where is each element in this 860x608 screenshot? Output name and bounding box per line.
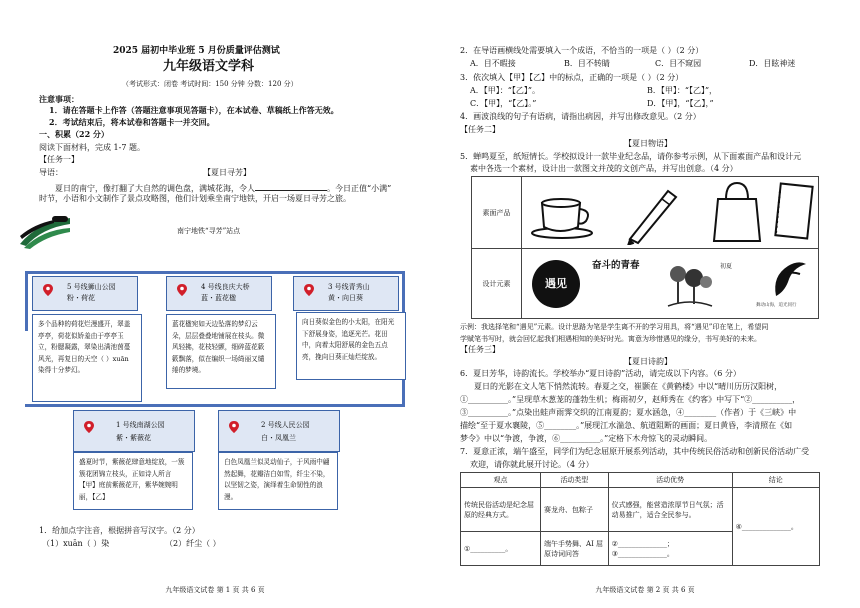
- question-4: 4．画波浪线的句子有语病，请指出病因，并写出修改意见。（2 分）: [460, 112, 701, 121]
- table-header: 活动类型: [541, 473, 609, 488]
- table-cell[interactable]: ②______________；③______________。: [608, 532, 732, 566]
- station-card-body: [73, 452, 193, 510]
- summer-calligraphy: 初夏: [720, 262, 733, 270]
- instruction: 阅读下面材料，完成 1-7 题。: [39, 143, 145, 152]
- page-2-footer: 九年级语文试卷 第 2 页 共 6 页: [595, 586, 695, 594]
- guide-title: 【夏日寻芳】: [203, 168, 251, 177]
- q6-line-4[interactable]: 描绘“至于夏水襄陵，⑤________。”展现江水湍急、航道阻断的画面；夏日黄昏，李清照在《如: [460, 421, 793, 430]
- dancer-logo-caption: 舞动山海，追光同行: [756, 302, 797, 308]
- dancer-logo: [758, 256, 814, 300]
- task-2-title: 【夏日物语】: [624, 139, 672, 148]
- station-description: 向日葵似金色的小太阳，在阳光下舒展身姿，追逐光芒。花田中，向着太阳舒展的金色五点亮，挽向日葵正灿烂绽放。: [302, 318, 395, 361]
- q6-line-5[interactable]: 梦令》中以“争渡，争渡，⑥__________。”定格下木舟惊飞的灵动瞬间。: [460, 434, 713, 443]
- exam-title-line2: 九年级语文学科: [163, 59, 255, 74]
- station-description: 多个品种的荷花烂漫盛开，翠盖亭亭，荷花似娇羞由于亭亭玉立，粉腮凝露，翠染出满池茵蔓风光，再复日的天空（ ）xuān 染得十分梦幻。: [38, 320, 131, 374]
- section-1-heading: 一、积累（22 分）: [39, 129, 109, 139]
- q2-option-c[interactable]: C．目不窥园: [655, 59, 702, 68]
- table-cell: 端午手势舞、AI 屈原诗词问答: [541, 532, 609, 566]
- meet-logo: 遇见: [532, 260, 580, 308]
- exam-page-2: [430, 0, 860, 608]
- tote-bag-icon: [714, 183, 760, 241]
- youth-logo-text: 奋斗的青春: [592, 259, 640, 271]
- station-stop: 白・凤凰兰: [261, 434, 296, 442]
- youth-logo: [592, 260, 652, 310]
- map-title: 南宁地铁“寻芳”站点: [177, 227, 241, 235]
- product-images: [522, 177, 819, 249]
- notebook-icon: [775, 183, 812, 238]
- question-2: 2．在导语画横线处需要填入一个成语，不恰当的一项是（ ）（2 分）: [460, 46, 704, 55]
- station-card-header: [32, 276, 138, 311]
- table-header: 观点: [461, 473, 541, 488]
- q6-line-2[interactable]: ①__________。”呈现草木葱茏的蓬勃生机；梅雨初夕，赵师秀在《约客》中写下“②__________，: [460, 395, 801, 404]
- table-cell[interactable]: ①__________。: [461, 532, 541, 566]
- location-pin-icon: [302, 283, 316, 297]
- row-label-products: 素面产品: [472, 177, 522, 249]
- task-1-label: 【任务一】: [39, 155, 79, 164]
- station-card-header: [166, 276, 272, 311]
- station-line: 2 号线人民公园: [261, 421, 310, 429]
- location-pin-icon: [175, 283, 189, 297]
- note-1: 1．请在答题卡上作答（答题注意事项见答题卡），在本试卷、草稿纸上作答无效。: [49, 105, 339, 115]
- station-description: 蓝花楹宛如天边坠落的梦幻云朵，层层叠叠地铺展在枝头。微风轻拂，花枝轻颤，细碎蓝花簌簌飘落，似在编织一场绮丽又缱绻的梦境。: [172, 320, 265, 374]
- location-pin-icon: [82, 420, 96, 434]
- station-card-header: [293, 276, 399, 311]
- station-card-body: [166, 314, 276, 389]
- station-line: 1 号线南湖公园: [116, 421, 165, 429]
- station-stop: 粉・荷花: [67, 294, 95, 302]
- station-line: 4 号线良庆大桥: [201, 283, 250, 291]
- q3-option-b[interactable]: B．【甲】：“【乙】”，: [647, 86, 718, 95]
- station-line: 3 号线青秀山: [328, 283, 370, 291]
- question-7-line-2: 欢迎，请你就此展开讨论。（4 分）: [470, 460, 594, 469]
- q6-line-1: 夏日的光影在文人笔下悄然流转。春夏之交，崔颢在《黄鹤楼》中以“晴川历历汉阳树，: [474, 382, 783, 391]
- guide-text-1b: 。今日正值“小满”: [327, 184, 392, 193]
- product-images-strip: [522, 177, 818, 245]
- question-1-part-b[interactable]: （2）纤尘（ ）: [165, 539, 221, 548]
- pen-icon: [628, 191, 676, 245]
- q3-option-d[interactable]: D．【甲】，“【乙】，”: [647, 99, 714, 108]
- station-stop: 黄・向日葵: [328, 294, 363, 302]
- table-cell-conclusion[interactable]: ④______________。: [732, 488, 819, 566]
- guide-text-1a: 夏日的南宁，像打翻了大自然的调色盘，满城花海，令人: [55, 184, 255, 193]
- example-line-2: 学赋笔书写时，就会回忆起我们相遇相知的美好时光。寓意为珍惜遇见的缘分，书写美好的未来。: [460, 335, 761, 343]
- q3-option-a[interactable]: A．【甲】：“【乙】”。: [470, 86, 540, 95]
- q3-option-c[interactable]: C．【甲】，“【乙】。”: [470, 99, 537, 108]
- example-line-1: 示例：我选择笔和“遇见”元素。设计思路为笔是学生离不开的学习用具，将“遇见”印在笔上，希望同: [460, 323, 769, 331]
- table-cell: 赛龙舟、包粽子: [541, 488, 609, 532]
- task-2-label: 【任务二】: [460, 125, 500, 134]
- table-cell: 仪式感强，能营造浓厚节日气氛；活动易推广，适合全民参与。: [608, 488, 732, 532]
- design-material-table: [471, 176, 819, 319]
- ink-trees-painting: [664, 258, 716, 310]
- q6-line-3[interactable]: ③__________。”点染出蛙声雨霁交织的江南夏韵；夏水涵急，④________（作者）于《三峡》中: [460, 408, 797, 417]
- table-row: [461, 488, 820, 532]
- question-1-part-a[interactable]: （1）xuān（ ）染: [42, 539, 110, 548]
- table-header: 活动优势: [608, 473, 732, 488]
- design-images: [522, 249, 819, 319]
- station-stop: 蓝・蓝花楹: [201, 294, 236, 302]
- guide-label: 导语：: [39, 168, 63, 177]
- question-5-line-1: 5．蝉鸣夏至，纸短情长。学校拟设计一款毕业纪念品，请你参考示例，从下面素面产品和设计元: [460, 152, 802, 161]
- table-cell: 传统民俗活动是纪念屈原的经典方式。: [461, 488, 541, 532]
- station-card-body: [218, 452, 338, 510]
- location-pin-icon: [227, 420, 241, 434]
- station-card-header: [218, 410, 340, 452]
- exam-title-line1: 2025 届初中毕业班 5 月份质量评估测试: [113, 46, 280, 56]
- location-pin-icon: [41, 283, 55, 297]
- question-7-line-1: 7．夏意正浓，端午盛至，同学们为纪念屈原开展系列活动，其中传统民俗活动和创新民俗活动广受: [460, 447, 810, 456]
- festival-activity-table: [460, 472, 820, 566]
- task-3-title: 【夏日诗韵】: [624, 357, 672, 366]
- station-card-body: [296, 312, 406, 380]
- table-header: 结论: [732, 473, 819, 488]
- metro-route-bottom: [25, 404, 405, 407]
- station-card-header: [73, 410, 195, 452]
- idiom-blank[interactable]: [255, 181, 327, 191]
- q2-option-a[interactable]: A．目不暇接: [470, 59, 516, 68]
- note-2: 2．考试结束后，将本试卷和答题卡一并交回。: [49, 117, 215, 127]
- page-1-footer: 九年级语文试卷 第 1 页 共 6 页: [165, 586, 265, 594]
- question-6: 6．夏日芳华，诗韵流长。学校举办“夏日诗韵”活动，请完成以下内容。（6 分）: [460, 369, 741, 378]
- station-stop: 紫・紫薇花: [116, 434, 151, 442]
- exam-info: （考试形式：闭卷 考试时间：150 分钟 分数：120 分）: [122, 80, 298, 88]
- metro-route-left: [25, 271, 28, 331]
- question-1: 1．给加点字注音，根据拼音写汉字。（2 分）: [39, 526, 200, 535]
- station-description: 盛夏时节，紫薇花肆意地绽放，一簇簇花团锦立枝头，正如诗人所言【甲】庭前紫薇花开，紫华婉婉明丽，【乙】: [79, 458, 185, 501]
- notes-label: 注意事项：: [39, 94, 79, 104]
- design-row: [472, 249, 819, 319]
- table-header-row: [461, 473, 820, 488]
- task-3-label: 【任务三】: [460, 345, 500, 354]
- row-label-elements: 设计元素: [472, 249, 522, 319]
- question-3: 3．依次填入【甲】【乙】中的标点，正确的一项是（ ）（2 分）: [460, 73, 684, 82]
- station-description: 白色凤凰兰似灵动仙子，于风雨中翩然起舞，花瓣洁白如雪，纤尘不染，以坚韧之姿，演绎着生命韧性的浪漫。: [224, 458, 330, 501]
- q2-option-d[interactable]: D．目眩神迷: [749, 59, 796, 68]
- station-line: 5 号线狮山公园: [67, 283, 116, 291]
- station-card-body: [32, 314, 142, 402]
- metro-route-top: [25, 271, 405, 274]
- q2-option-b[interactable]: B．目不转睛: [564, 59, 610, 68]
- design-images-strip: [522, 250, 818, 318]
- product-row: [472, 177, 819, 249]
- metro-train-icon: [18, 214, 72, 250]
- cup-icon: [532, 199, 592, 238]
- question-5-line-2: 素中各选一个素材，设计出一款图文并茂的文创产品，并写出创意。（4 分）: [470, 164, 738, 173]
- guide-text-2: 时节，小语和小文制作了景点攻略图，他们计划乘坐南宁地铁，开启一场夏日寻芳之旅。: [39, 194, 351, 203]
